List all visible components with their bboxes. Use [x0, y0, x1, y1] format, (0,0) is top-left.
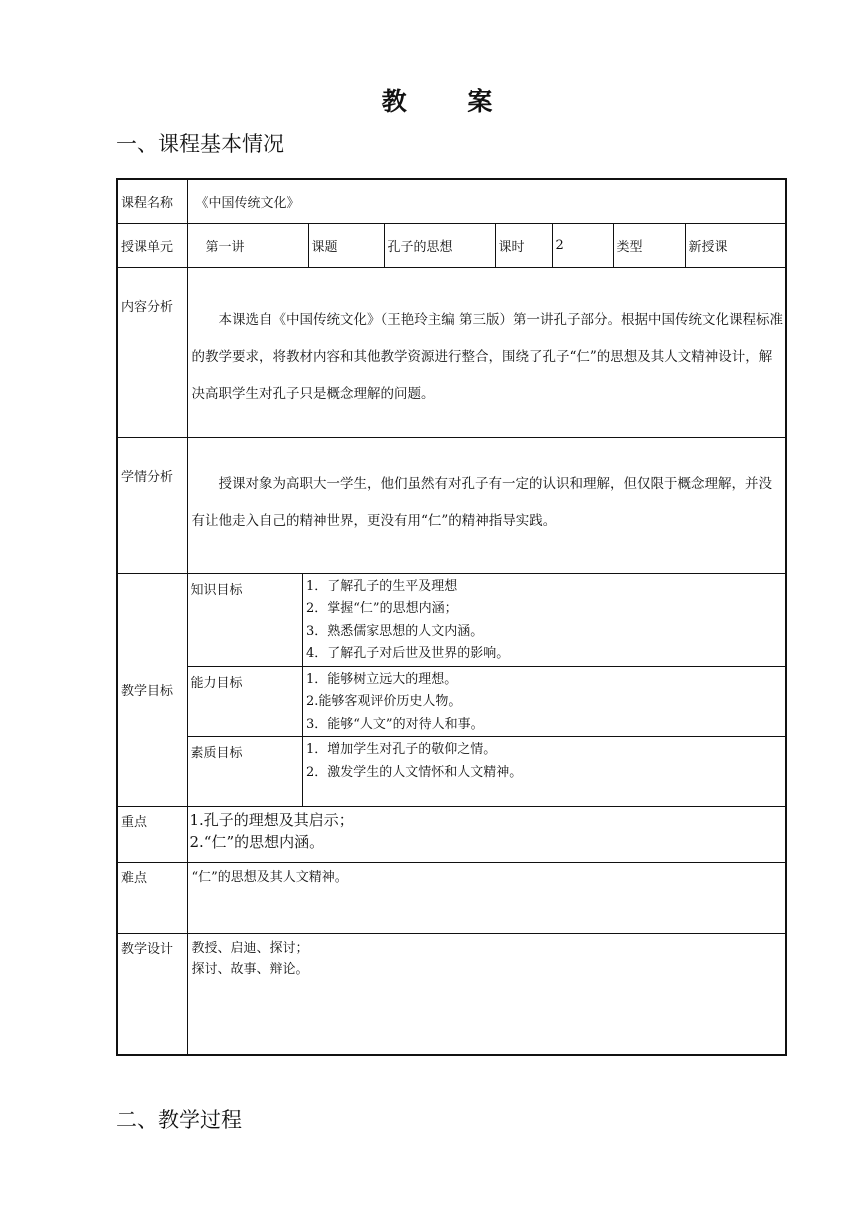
ability-objective-items: [303, 666, 786, 737]
quality-objective-items: [303, 737, 786, 806]
hours-label: 课时: [495, 223, 552, 267]
knowledge-objective-items: [303, 574, 786, 667]
type-label: 类型: [613, 223, 685, 267]
difficulties-label: 难点: [117, 862, 187, 933]
list-item: 1．增加学生对孔子的敬仰之情。: [306, 742, 497, 757]
list-item: 2.能够客观评价历史人物。: [306, 694, 462, 709]
student-analysis-text: 授课对象为高职大一学生，他们虽然有对孔子有一定的认识和理解，但仅限于概念理解，并没有让他走入自己的精神世界，更没有用“仁”的精神指导实践。: [191, 475, 772, 529]
document-title: 教 案: [381, 87, 519, 116]
list-item: 2．掌握“仁”的思想内涵；: [306, 601, 458, 616]
teaching-design-items: [187, 933, 786, 1055]
unit-value: 第一讲: [187, 223, 308, 267]
difficulties-text: “仁”的思想及其人文精神。: [187, 862, 786, 933]
course-name-value: 《中国传统文化》: [187, 179, 786, 223]
list-item: 3．熟悉儒家思想的人文内涵。: [306, 623, 484, 639]
key-points-label: 重点: [117, 806, 187, 862]
list-item: 1．了解孔子的生平及理想: [306, 578, 458, 594]
list-item: 2.“仁”的思想内涵。: [189, 832, 325, 851]
course-name-label: 课程名称: [117, 179, 187, 223]
content-analysis-text: 本课选自《中国传统文化》（王艳玲主编 第三版）第一讲孔子部分。根据中国传统文化课程标准的教学要求，将教材内容和其他教学资源进行整合，围绕了孔子“仁”的思想及其人文精神设计，解决高职学生对孔子只是概念理解的问题。: [191, 311, 784, 402]
student-analysis-label: 学情分析: [117, 437, 187, 573]
unit-label: 授课单元: [117, 223, 187, 267]
list-item: 3．能够“人文”的对待人和事。: [306, 716, 484, 732]
list-item: 1.孔子的理想及其启示；: [189, 810, 354, 829]
section-heading-basic-info: 一、课程基本情况: [116, 132, 284, 156]
objectives-table: [188, 574, 786, 806]
list-item: 探讨、故事、辩论。: [191, 961, 309, 977]
quality-objective-label: 素质目标: [188, 737, 303, 806]
list-item: 4．了解孔子对后世及世界的影响。: [306, 646, 510, 661]
ability-objective-label: 能力目标: [188, 666, 303, 737]
topic-label: 课题: [308, 223, 384, 267]
teaching-design-label: 教学设计: [117, 933, 187, 1055]
knowledge-objective-label: 知识目标: [188, 574, 303, 667]
topic-value: 孔子的思想: [384, 223, 495, 267]
type-value: 新授课: [685, 223, 786, 267]
key-points-items: [187, 806, 786, 862]
hours-value: 2: [552, 223, 613, 267]
section-heading-teaching-process: 二、教学过程: [116, 1108, 242, 1132]
list-item: 2．激发学生的人文情怀和人文精神。: [306, 764, 523, 780]
objectives-label: 教学目标: [117, 573, 187, 806]
list-item: 教授、启迪、探讨；: [191, 940, 309, 956]
list-item: 1．能够树立远大的理想。: [306, 671, 458, 687]
content-analysis-label: 内容分析: [117, 267, 187, 437]
course-info-table: [116, 178, 787, 1056]
